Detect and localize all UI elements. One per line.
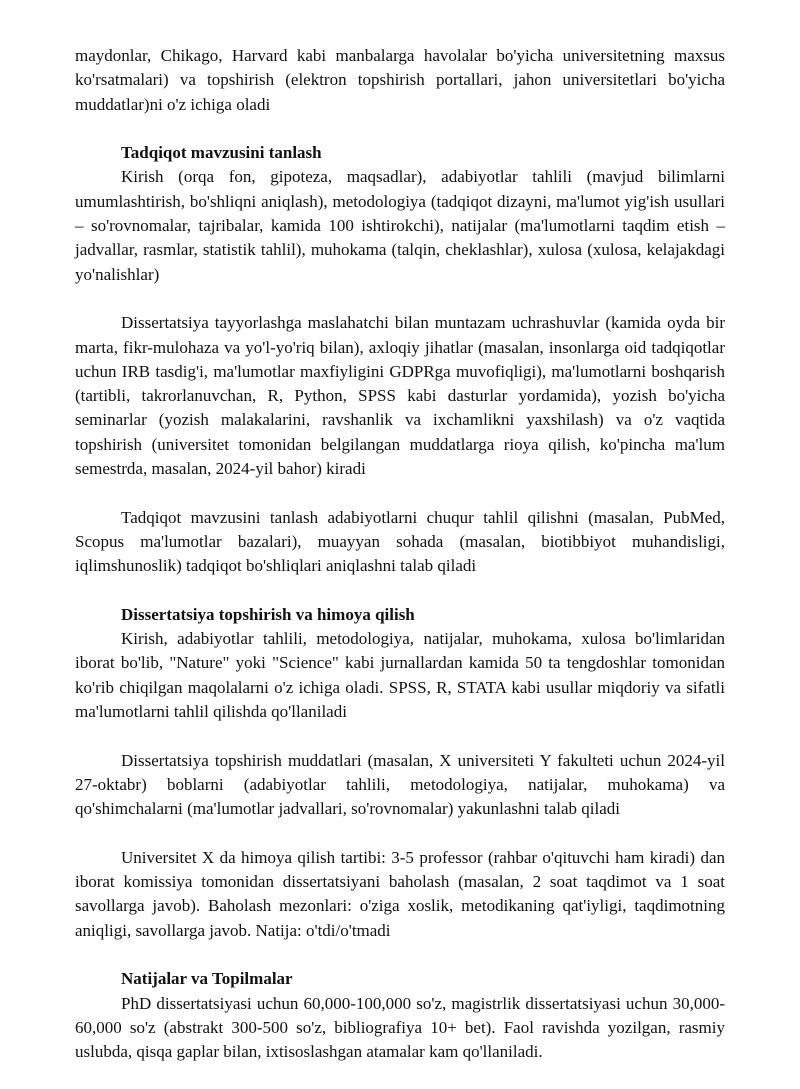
paragraph: Universitet X da himoya qilish tartibi: 3-5 professor (rahbar o'qituvchi ham kiradi) dan iborat komissiya tomonidan dissertatsiyani baholash (masalan, 2 soat taqdimot va 1 soat savollarga javob). Baholash mezonlari: o'ziga xoslik, metodikaning qat'iyligi, taqdimotning aniqligi, savollarga javob. Natija: o'tdi/o'tmadi [75,847,725,940]
paragraph-continued: maydonlar, Chikago, Harvard kabi manbalarga havolalar bo'yicha universitetning maxsus ko'rsatmalari) va topshirish (elektron topshirish portallari, jahon universitetlari bo'yicha muddatlar)ni o'z ichiga oladi [75,46,725,114]
paragraph: Dissertatsiya tayyorlashga maslahatchi bilan muntazam uchrashuvlar (kamida oyda bir marta, fikr-mulohaza va yo'l-yo'riq bilan), axloqiy jihatlar (masalan, insonlarga oid tadqiqotlar uchun IRB tasdig'i, ma'lumotlar maxfiyligini GDPRga muvofiqligi), ma'lumotlarni boshqarish (tartibli, takrorlanuvchan, R, Python, SPSS kabi dasturlar yordamida), yozish bo'yicha seminarlar (yozish malakalarini, ravshanlik va ixchamlikni yaxshilash) va o'z vaqtida topshirish (universitet tomonidan belgilangan muddatlarga rioya qilish, ko'pincha ma'lum semestrda, masalan, 2024-yil bahor) kiradi [75,313,725,479]
paragraph: Kirish, adabiyotlar tahlili, metodologiya, natijalar, muhokama, xulosa bo'limlaridan iborat bo'lib, "Nature" yoki "Science" kabi jurnallardan kamida 50 ta tengdoshlar tomonidan ko'rib chiqilgan maqolalarni o'z ichiga oladi. SPSS, R, STATA kabi usullar miqdoriy va sifatli ma'lumotlarni tahlil qilishda qo'llaniladi [75,629,725,722]
heading-topic-selection: Tadqiqot mavzusini tanlash [121,143,322,163]
paragraph: PhD dissertatsiyasi uchun 60,000-100,000 so'z, magistrlik dissertatsiyasi uchun 30,000-60,000 so'z (abstrakt 300-500 so'z, bibliografiya 10+ bet). Faol ravishda yozilgan, rasmiy uslubda, qisqa gaplar bilan, ixtisoslashgan atamalar kam qo'llaniladi. [75,993,725,1062]
paragraph: Dissertatsiya topshirish muddatlari (masalan, X universiteti Y fakulteti uchun 2024-yil 27-oktabr) boblarni (adabiyotlar tahlili, metodologiya, natijalar, muhokama) va qo'shimchalarni (ma'lumotlar jadvallari, so'rovnomalar) yakunlashni talab qiladi [75,750,725,819]
paragraph: Tadqiqot mavzusini tanlash adabiyotlarni chuqur tahlil qilishni (masalan, PubMed, Scopus ma'lumotlar bazalari), muayyan sohada (masalan, biotibbiyot muhandisligi, iqlimshunoslik) tadqiqot bo'shliqlari aniqlashni talab qiladi [75,507,725,576]
heading-results-findings: Natijalar va Topilmalar [121,969,293,989]
paragraph: Kirish (orqa fon, gipoteza, maqsadlar), adabiyotlar tahlili (mavjud bilimlarni umumlashtirish, bo'shliqni aniqlash), metodologiya (tadqiqot dizayni, ma'lumot yig'ish usullari – so'rovnomalar, tajribalar, kamida 100 ishtirokchi), natijalar (ma'lumotlarni taqdim etish – jadvallar, rasmlar, statistik tahlil), muhokama (talqin, cheklashlar), xulosa (xulosa, kelajakdagi yo'nalishlar) [75,167,725,284]
heading-submission-defense: Dissertatsiya topshirish va himoya qilish [121,604,415,624]
document-page [75,44,725,1089]
